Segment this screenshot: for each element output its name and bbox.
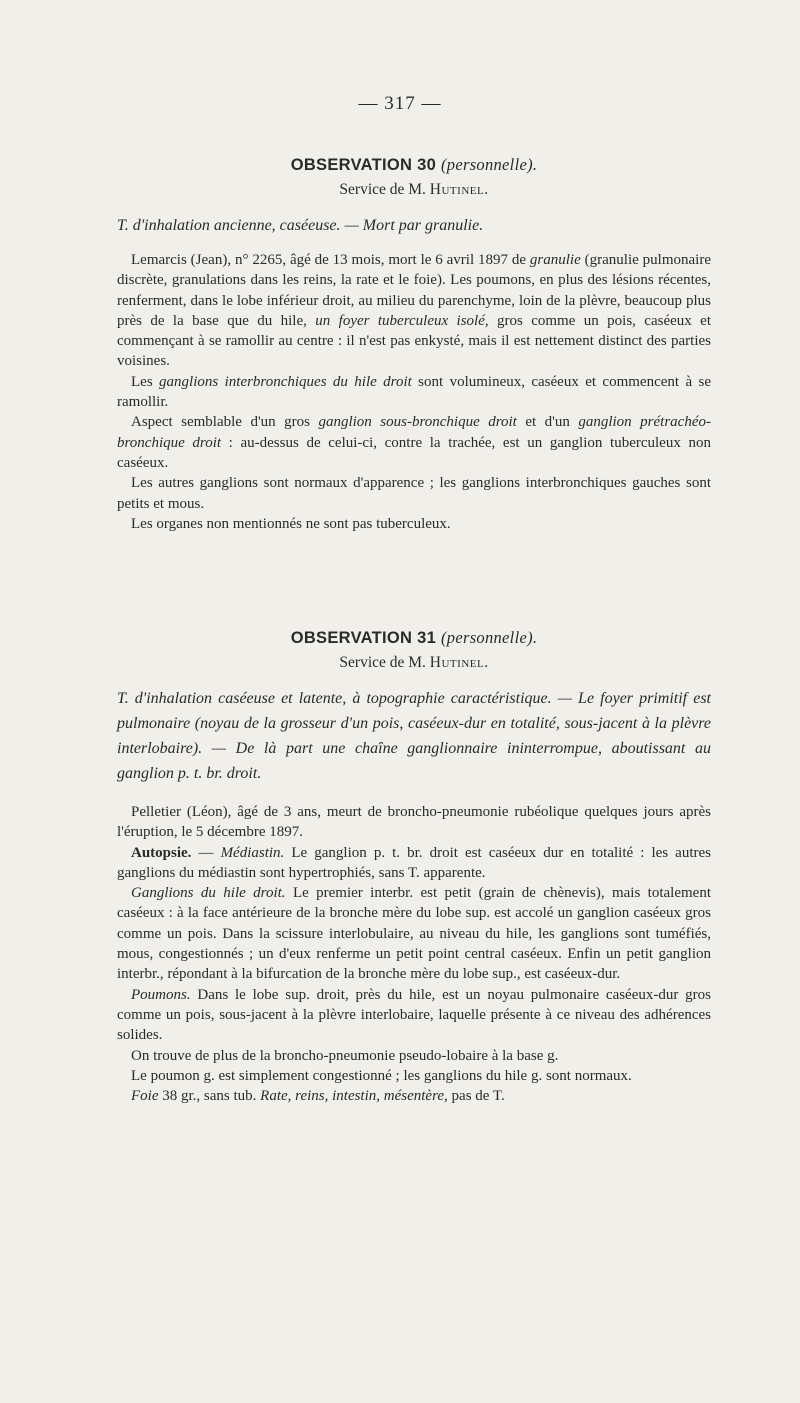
observation-31-heading: T. d'inhalation caséeuse et latente, à topographie caractéristique. — Le foyer primitif est pulmonaire (noyau de la grosseur d'un pois, caséeux-dur en totalité, sous-jacent à la plèvre interlobaire). — De là part une chaîne ganglionnaire ininterrompue, aboutissant au ganglion p. t. br. droit. [117,690,711,782]
service-prefix: Service de M. [339,654,426,671]
observation-30-title-text: OBSERVATION 30 [290,156,437,174]
paragraph: Le poumon g. est simplement congestionné ; les ganglions du hile g. sont normaux. [131,1067,632,1084]
observation-30-title [117,155,711,175]
paragraph: Foie 38 gr., sans tub. Rate, reins, intestin, mésentère, pas de T. [131,1088,505,1105]
paragraph: Lemarcis (Jean), n° 2265, âgé de 13 mois, mort le 6 avril 1897 de granulie (granulie pulmonaire discrète, granulations dans les reins, la rate et le foie). Les poumons, en plus des lésions récentes, renferment, dans le lobe inférieur droit, au milieu du parenchyme, loin de la plèvre, beaucoup plus près de la base que du hile, un foyer tuberculeux isolé, gros comme un pois, caséeux et commençant à se ramollir au centre : il n'est pas enkysté, mais il est nettement distinct des parties voisines. [117,252,711,370]
service-prefix: Service de M. [339,181,426,198]
paragraph: On trouve de plus de la broncho-pneumonie pseudo-lobaire à la base g. [131,1047,559,1064]
observation-31-title [117,628,711,648]
page-number: — 317 — [358,93,442,114]
paragraph: Ganglions du hile droit. Le premier interbr. est petit (grain de chènevis), mais totalement caséeux : à la face antérieure de la bronche mère du lobe sup. est accolé un ganglion caséeux gros comme un pois. Dans la scissure interlobulaire, au niveau du hile, les ganglions sont tuméfiés, mous, congestionnés ; un d'eux renferme un petit point central caséeux. Enfin un petit ganglion interbr., répondant à la bifurcation de la bronche mère du lobe sup., est caséeux-dur. [117,885,711,983]
observation-31-service [117,654,711,672]
heading-part-1: T. d'inhalation ancienne, caséeuse. [117,217,341,234]
paragraph: Poumons. Dans le lobe sup. droit, près du hile, est un noyau pulmonaire caséeux-dur gros comme un pois, sous-jacent à la plèvre interlobaire, laquelle présente à ce niveau des adhérences solides. [117,986,711,1044]
service-name: Hutinel. [429,654,489,671]
observation-31-body [117,802,711,1106]
observation-31-title-note: (personnelle). [441,628,538,647]
heading-part-2: — Mort par granulie. [344,217,484,234]
observation-30-body [117,250,711,534]
paragraph: Les autres ganglions sont normaux d'apparence ; les ganglions interbronchiques gauches sont petits et mous. [117,475,711,512]
paragraph: Les ganglions interbronchiques du hile droit sont volumineux, caséeux et commencent à se ramollir. [117,373,711,411]
service-name: Hutinel. [429,181,489,198]
paragraph: Les organes non mentionnés ne sont pas tuberculeux. [131,515,451,532]
paragraph: Autopsie. — Médiastin. Le ganglion p. t. br. droit est caséeux dur en totalité : les autres ganglions du médiastin sont hypertrophiés, sans T. apparente. [117,844,711,881]
observation-31-title-text: OBSERVATION 31 [290,629,437,647]
observation-31 [117,628,711,1106]
observation-30-heading [117,213,711,238]
paragraph: Pelletier (Léon), âgé de 3 ans, meurt de broncho-pneumonie rubéolique quelques jours après l'éruption, le 5 décembre 1897. [117,804,711,841]
paragraph: Aspect semblable d'un gros ganglion sous-bronchique droit et d'un ganglion prétrachéo-bronchique droit : au-dessus de celui-ci, contre la trachée, est un ganglion tuberculeux non caséeux. [117,414,711,471]
observation-30 [117,155,711,534]
observation-30-title-note: (personnelle). [441,155,538,174]
observation-30-service [117,181,711,199]
